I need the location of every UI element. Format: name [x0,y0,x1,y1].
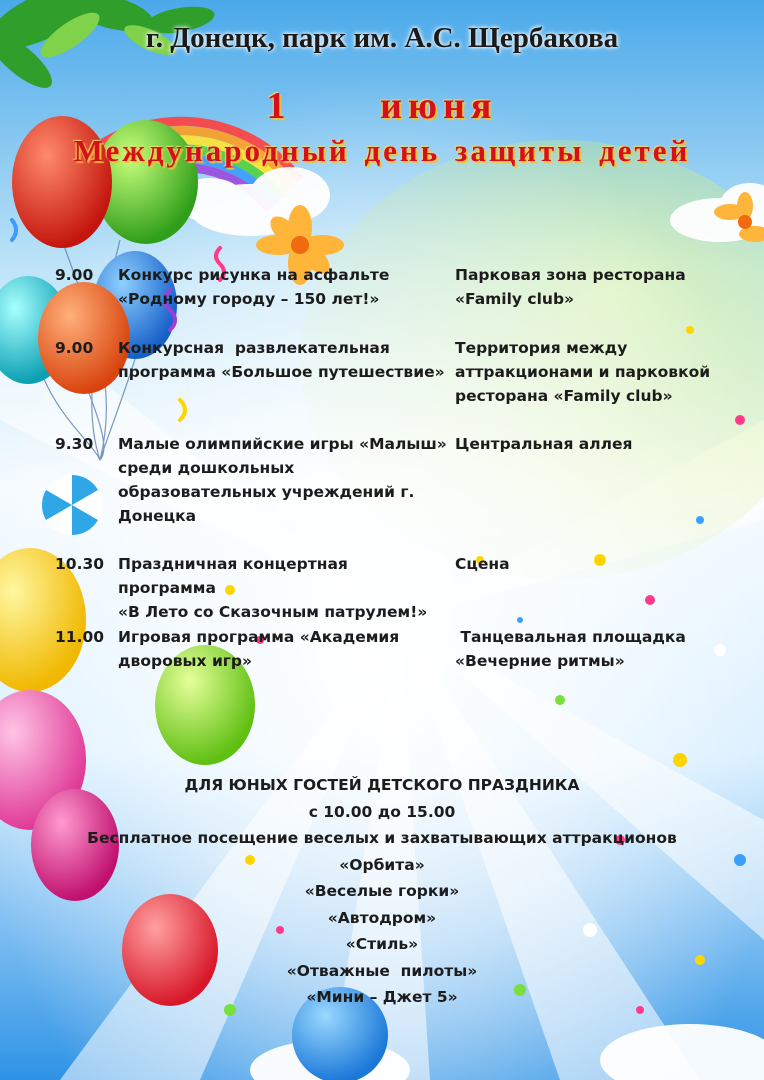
free-rides-hours: с 10.00 до 15.00 [308,802,456,821]
schedule-time: 10.30 [55,555,105,573]
attraction-item: «Автодром» [327,908,437,927]
schedule-time: 9.30 [55,435,94,453]
event-date: 1 июня [266,85,498,127]
schedule-event [118,625,448,673]
free-rides-section [0,772,764,1011]
schedule-place [455,263,755,311]
place-line: ресторана «Family club» [455,387,673,405]
event-line: Конкурс рисунка на асфальте [118,266,390,284]
event-line: Донецка [118,507,197,525]
event-line: Игровая программа «Академия [118,628,400,646]
place-line: Сцена [455,555,510,573]
place-line: «Вечерние ритмы» [455,652,625,670]
free-rides-text: Бесплатное посещение веселых и захватывающих аттракционов [87,829,677,847]
place-line: Центральная аллея [455,435,633,453]
event-line: Конкурсная развлекательная [118,339,390,357]
attraction-item: «Стиль» [345,935,419,953]
attraction-item: «Орбита» [339,855,425,874]
free-rides-heading: ДЛЯ ЮНЫХ ГОСТЕЙ ДЕТСКОГО ПРАЗДНИКА [184,776,580,794]
schedule-place [455,625,755,673]
schedule-place [455,552,755,576]
place-line: Территория между [455,339,628,357]
attraction-item: «Веселые горки» [304,882,460,900]
location-title: г. Донецк, парк им. А.С. Щербакова [145,22,619,54]
place-line: Танцевальная площадка [455,628,686,646]
event-line: образовательных учреждений г. [118,483,415,501]
place-line: Парковая зона ресторана [455,266,686,284]
schedule-place [455,336,755,408]
event-line: «Родному городу – 150 лет!» [118,290,380,308]
schedule-event [118,263,448,311]
schedule-time: 9.00 [55,339,94,357]
place-line: «Family club» [455,290,575,308]
schedule-event [118,336,448,384]
schedule-time: 9.00 [55,266,94,284]
schedule-place [455,432,755,456]
event-line: дворовых игр» [118,652,253,670]
place-line: аттракционами и парковкой [455,363,711,381]
event-line: среди дошкольных [118,459,295,477]
schedule-event [118,432,448,528]
event-line: программа «Большое путешествие» [118,363,445,381]
schedule-time: 11.00 [55,628,105,646]
holiday-title: Международный день защиты детей [73,133,691,168]
attraction-item: «Мини – Джет 5» [306,988,458,1006]
schedule-event [118,552,448,624]
attraction-item: «Отважные пилоты» [286,961,478,980]
event-line: Малые олимпийские игры «Малыш» [118,435,447,453]
event-line: «В Лето со Сказочным патрулем!» [118,603,428,621]
event-line: Праздничная концертная программа [118,555,348,597]
